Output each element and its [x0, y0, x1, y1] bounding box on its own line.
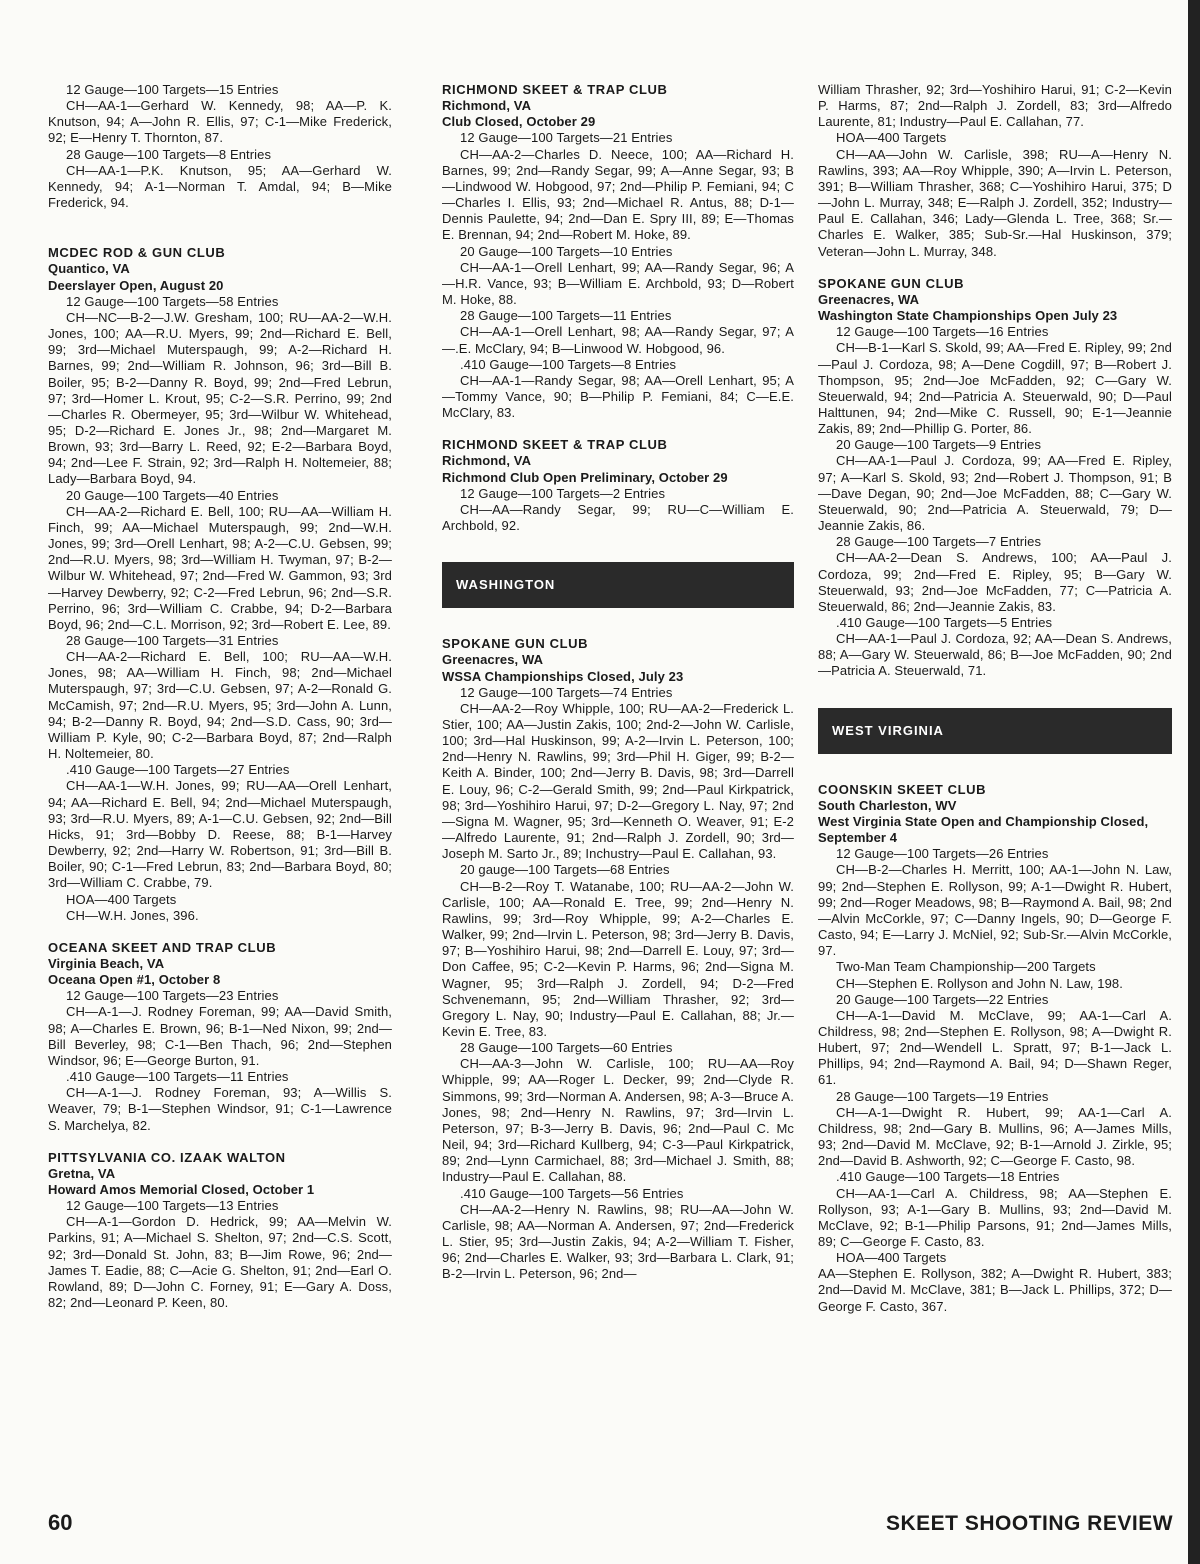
club-location: Richmond, VA — [442, 98, 532, 114]
club-name: OCEANA SKEET AND TRAP CLUB — [48, 939, 277, 955]
results-paragraph: CH—Stephen E. Rollyson and John N. Law, 198. — [836, 975, 1123, 991]
club-location: Greenacres, WA — [818, 291, 920, 307]
results-paragraph: CH—AA-2—Richard E. Bell, 100; RU—AA—W.H. Jones, 98; AA—William H. Finch, 98; 2nd—Michael Muterspaugh, 97; 3rd—C.U. Gebsen, 97; A-2—Ronald G. McCamish, 97; 2nd—R.U. Myers, 95; 3rd—John A. Lunn, 94; B-2—Danny R. Boyd, 94; 2nd—S.D. Cass, 90; 3rd—William P. Kyle, 90; C-2—Barbara Boyd, 87; 2nd—Ralph H. Noltemeier, 80. — [48, 649, 392, 762]
results-paragraph: CH—AA-1—W.H. Jones, 99; RU—AA—Orell Lenhart, 94; AA—Richard E. Bell, 94; 2nd—Michael Muterspaugh, 93; 3rd—R.U. Myers, 89; A-1—C.U. Gebsen, 92; 2nd—Bill Hicks, 91; 3rd—Bobby D. Reese, 88; B-1—Harvey Dewberry, 92; 2nd—Harry W. Robertson, 91; 3rd—Bill B. Boiler, 90; C-1—Fred Lebrun, 83; 2nd—Barbara Boyd, 80; 3rd—William C. Crabbe, 79. — [48, 778, 392, 891]
event-title: Richmond Club Open Preliminary, October 29 — [442, 469, 728, 485]
club-name: COONSKIN SKEET CLUB — [818, 781, 987, 797]
results-paragraph: CH—A-1—J. Rodney Foreman, 99; AA—David Smith, 98; A—Charles E. Brown, 96; B-1—Ned Nixon, 99; 2nd—Bill Beverley, 98; C-1—Ben Thach, 96; 2nd—Stephen Windsor, 96; E—George Burton, 91. — [48, 1004, 392, 1068]
spacer — [442, 421, 794, 437]
results-paragraph: CH—A-1—J. Rodney Foreman, 93; A—Willis S. Weaver, 79; B-1—Stephen Windsor, 91; C-1—Lawrence S. Marchelya, 82. — [48, 1085, 392, 1133]
club-name: PITTSYLVANIA CO. IZAAK WALTON — [48, 1149, 286, 1165]
club-location: Quantico, VA — [48, 261, 130, 277]
results-paragraph: AA—Stephen E. Rollyson, 382; A—Dwight R. Hubert, 383; 2nd—David M. McClave, 381; B—Jack L. Phillips, 372; D—George F. Casto, 367. — [818, 1266, 1172, 1314]
results-paragraph: 28 Gauge—100 Targets—11 Entries — [460, 308, 672, 324]
results-paragraph: HOA—400 Targets — [836, 130, 947, 146]
results-paragraph: CH—NC—B-2—J.W. Gresham, 100; RU—AA-2—W.H. Jones, 100; AA—R.U. Myers, 99; 2nd—Richard E. Bell, 99; 3rd—Michael Muterspaugh, 99; A-2—Richard H. Barnes, 99; 2nd—William R. Johnson, 96; 3rd—Bill B. Boiler, 95; B-2—Danny R. Boyd, 99; 2nd—Fred Lebrun, 97; 3rd—Homer L. Krout, 95; C-2—S.R. Perrino, 99; 2nd—Charles R. Obermeyer, 95; 3rd—Wilbur W. Whitehead, 95; D-2—Richard E. Jones Jr., 98; 2nd—Margaret M. Brown, 93; 3rd—Barry L. Reed, 92; E-2—Barbara Boyd, 94; 2nd—Lee F. Strain, 92; 3rd—Ralph H. Noltemeier, 88; Lady—Barbara Boyd, 94. — [48, 309, 392, 487]
event-title: Washington State Championships Open July 23 — [818, 308, 1118, 324]
spacer — [442, 608, 794, 636]
results-paragraph: William Thrasher, 92; 3rd—Yoshihiro Harui, 91; C-2—Kevin P. Harms, 87; 2nd—Ralph J. Zordell, 83; 3rd—Alfredo Laurente, 81; Industry—Paul E. Callahan, 77. — [818, 82, 1172, 130]
results-paragraph: CH—W.H. Jones, 396. — [66, 907, 199, 923]
results-paragraph: CH—AA-2—Richard E. Bell, 100; RU—AA—William H. Finch, 99; AA—Michael Muterspaugh, 99; 2nd—W.H. Jones, 99; 3rd—Orell Lenhart, 98; A-2—C.U. Gebsen, 99; 2nd—R.U. Myers, 98; 3rd—William H. Twyman, 97; B-2—Wilbur W. Whitehead, 97; 2nd—Fred W. Gammon, 93; 3rd—Harvey Dewberry, 92; C-2—Fred Lebrun, 96; 2nd—S.R. Perrino, 96; 3rd—William C. Crabbe, 94; D-2—Barbara Boyd, 96; 2nd—C.L. Morrison, 92; 3rd—Robert E. Lee, 89. — [48, 503, 392, 632]
spacer — [48, 1134, 392, 1150]
results-paragraph: CH—AA-1—Orell Lenhart, 98; AA—Randy Segar, 97; A—.E. McClary, 94; B—Linwood W. Hobgood, 96. — [442, 324, 794, 356]
results-paragraph: .410 Gauge—100 Targets—11 Entries — [66, 1069, 289, 1085]
column-2 — [442, 82, 794, 1282]
club-location: Virginia Beach, VA — [48, 955, 165, 971]
results-paragraph: 12 Gauge—100 Targets—23 Entries — [66, 988, 279, 1004]
club-location: South Charleston, WV — [818, 797, 957, 813]
results-paragraph: CH—AA-2—Roy Whipple, 100; RU—AA-2—Frederick L. Stier, 100; AA—Justin Zakis, 100; 2nd-2—John W. Carlisle, 100; 3rd—Hal Huskinson, 99; A-2—Irvin L. Peterson, 100; 2nd—Henry N. Rawlins, 99; 3rd—Phil H. Giger, 99; B-2—Keith A. Binder, 100; 2nd—Jerry B. Davis, 98; 3rd—Darrell E. Louy, 96; C-2—Gerald Smith, 99; 2nd—Paul Kirkpatrick, 98; 3rd—Yoshihiro Harui, 97; D-2—Gregory L. Nay, 97; 2nd—Signa M. Wagner, 95; 3rd—Kenneth O. Weaver, 91; E-2—Alfredo Laurente, 91; 2nd—Ralph J. Zordell, 90; 3rd—Joseph M. Sarto Jr., 89; Inchustry—Paul E. Callahan, 93. — [442, 700, 794, 862]
event-title: Club Closed, October 29 — [442, 114, 596, 130]
club-name: RICHMOND SKEET & TRAP CLUB — [442, 82, 668, 97]
results-paragraph: Two-Man Team Championship—200 Targets — [836, 959, 1096, 975]
results-paragraph: CH—AA-2—Dean S. Andrews, 100; AA—Paul J. Cordoza, 99; 2nd—Fred E. Ripley, 95; B—Gary W. Steuerwald, 93; 2nd—Joe McFadden, 77; C—Patricia A. Steuerwald, 86; 2nd—Jeannie Zakis, 83. — [818, 550, 1172, 614]
spacer — [442, 534, 794, 562]
results-paragraph: 12 Gauge—100 Targets—21 Entries — [460, 130, 673, 146]
results-paragraph: 20 Gauge—100 Targets—40 Entries — [66, 487, 279, 503]
event-title: Oceana Open #1, October 8 — [48, 972, 221, 988]
results-paragraph: .410 Gauge—100 Targets—27 Entries — [66, 762, 290, 778]
results-paragraph: 28 Gauge—100 Targets—60 Entries — [460, 1040, 673, 1056]
spacer — [48, 924, 392, 940]
results-paragraph: CH—AA-1—Gerhard W. Kennedy, 98; AA—P. K. Knutson, 94; A—John R. Ellis, 97; C-1—Mike Frederick, 92; E—Henry T. Thornton, 87. — [48, 98, 392, 146]
results-paragraph: .410 Gauge—100 Targets—5 Entries — [836, 615, 1053, 630]
results-paragraph: 12 Gauge—100 Targets—26 Entries — [836, 846, 1049, 862]
club-location: Richmond, VA — [442, 453, 532, 469]
column-3 — [818, 82, 1172, 1315]
results-paragraph: .410 Gauge—100 Targets—18 Entries — [836, 1169, 1060, 1185]
results-paragraph: HOA—400 Targets — [66, 891, 177, 907]
results-paragraph: CH—A-1—Dwight R. Hubert, 99; AA-1—Carl A. Childress, 98; 2nd—Gary B. Mullins, 96; A—James Mills, 93; 2nd—David M. McClave, 92; B-1—Arnold J. Zirkle, 95; 2nd—David B. Ashworth, 92; C—George F. Casto, 98. — [818, 1104, 1172, 1169]
results-paragraph: CH—AA-2—Charles D. Neece, 100; AA—Richard H. Barnes, 99; 2nd—Randy Segar, 99; A—Anne Segar, 93; B—Lindwood W. Hobgood, 97; 2nd—Philip P. Femiani, 94; C—Charles I. Ellis, 93; 2nd—Michael R. Antus, 88; D-1—Dennis Paulette, 94; 2nd—Dan E. Spry III, 89; E—Thomas E. Brennan, 94; 2nd—Robert M. Hoke, 89. — [442, 146, 794, 243]
results-paragraph: CH—B-2—Charles H. Merritt, 100; AA-1—John N. Law, 99; 2nd—Stephen E. Rollyson, 99; A-1—Dwight R. Hubert, 99; 2nd—Roger Meadows, 98; B—Raymond A. Bail, 98; 2nd—Alvin McCorkle, 97; C—Danny Ingels, 90; D—George F. Casto, 94; E—Larry J. McNiel, 92; Sub-Sr.—Alvin McCorkle, 97. — [818, 862, 1172, 959]
event-title: West Virginia State Open and Championship Closed, September 4 — [818, 813, 1149, 846]
results-paragraph: CH—AA—John W. Carlisle, 398; RU—A—Henry N. Rawlins, 393; AA—Roy Whipple, 390; A—Irvin L. Peterson, 391; B—William Thrasher, 368; C—Yoshihiro Harui, 375; D—John L. Murray, 348; E—Ralph J. Zordell, 352; Industry—Paul E. Callahan, 346; Lady—Glenda L. Tree, 368; Sr.—Charles E. Walker, 385; Sub-Sr.—Hal Huskinson, 379; Veteran—John L. Murray, 348. — [818, 146, 1172, 259]
page-number: 60 — [48, 1510, 73, 1535]
spacer — [818, 754, 1172, 782]
results-paragraph: 12 Gauge—100 Targets—13 Entries — [66, 1198, 279, 1214]
results-paragraph: CH—A-1—Gordon D. Hedrick, 99; AA—Melvin W. Parkins, 91; A—Michael S. Shelton, 97; 2nd—C.S. Scott, 92; 3rd—Donald St. John, 83; B—Jim Rowe, 96; 2nd—James T. Eadie, 88; C—Acie G. Shelton, 91; 2nd—Earl O. Rowland, 89; D—John C. Forney, 91; E—Gary A. Doss, 82; 2nd—Leonard P. Keen, 80. — [48, 1214, 392, 1311]
state-header: WASHINGTON — [442, 562, 794, 608]
results-paragraph: 12 Gauge—100 Targets—16 Entries — [836, 324, 1049, 340]
results-paragraph: CH—AA-1—P.K. Knutson, 95; AA—Gerhard W. Kennedy, 94; A-1—Norman T. Amdal, 94; B—Mike Frederick, 94. — [48, 162, 392, 211]
results-paragraph: 20 Gauge—100 Targets—9 Entries — [836, 437, 1042, 453]
event-title: Howard Amos Memorial Closed, October 1 — [48, 1182, 315, 1197]
results-paragraph: CH—AA-1—Carl A. Childress, 98; AA—Stephen E. Rollyson, 93; A-1—Gary B. Mullins, 93; 2nd—David M. McClave, 92; B-1—Philip Parsons, 91; 2nd—James Mills, 89; C—George F. Casto, 83. — [818, 1185, 1172, 1249]
results-paragraph: CH—AA-1—Orell Lenhart, 99; AA—Randy Segar, 96; A—H.R. Vance, 93; B—William E. Archbold, 93; D—Robert M. Hoke, 88. — [442, 259, 794, 308]
club-location: Gretna, VA — [48, 1165, 116, 1181]
results-paragraph: 12 Gauge—100 Targets—2 Entries — [460, 485, 666, 501]
results-paragraph: 12 Gauge—100 Targets—74 Entries — [460, 684, 673, 700]
results-paragraph: 20 Gauge—100 Targets—10 Entries — [460, 243, 673, 259]
results-paragraph: CH—AA-1—Randy Segar, 98; AA—Orell Lenhart, 95; A—Tommy Vance, 90; B—Philip P. Femiani, 84; C—E.E. McClary, 83. — [442, 372, 794, 421]
club-name: RICHMOND SKEET & TRAP CLUB — [442, 437, 668, 453]
results-paragraph: CH—AA-3—John W. Carlisle, 100; RU—AA—Roy Whipple, 99; AA—Roger L. Decker, 99; 2nd—Clyde R. Simmons, 99; 3rd—Norman A. Andersen, 98; A-3—Bruce A. Jones, 98; 2nd—Henry N. Rawlins, 97; 3rd—Irvin L. Peterson, 97; B-3—Jerry B. Davis, 96; 2nd—Paul C. Mc Neil, 94; 3rd—Richard Kullberg, 94; C-3—Paul Kirkpatrick, 89; 2nd—Lynn Carmichael, 88; 3rd—Michael J. Smith, 88; Industry—Paul E. Callahan, 88. — [442, 1056, 794, 1185]
club-name: MCDEC ROD & GUN CLUB — [48, 245, 226, 261]
state-header: WEST VIRGINIA — [818, 708, 1172, 754]
results-paragraph: HOA—400 Targets — [836, 1250, 947, 1266]
results-paragraph: CH—AA—Randy Segar, 99; RU—C—William E. Archbold, 92. — [442, 501, 794, 534]
results-paragraph: 20 Gauge—100 Targets—22 Entries — [836, 991, 1049, 1007]
club-name: SPOKANE GUN CLUB — [818, 275, 965, 291]
results-paragraph: 28 Gauge—100 Targets—31 Entries — [66, 633, 279, 648]
scan-edge — [1188, 0, 1200, 1564]
results-paragraph: CH—AA-1—Paul J. Cordoza, 99; AA—Fred E. Ripley, 97; A—Karl S. Skold, 93; 2nd—Robert J. Thompson, 91; B—Dave Degan, 90; 2nd—Joe McFadden, 88; C—Gary W. Steuerwald, 90; 2nd—Patricia A. Steuerwald, 79; D—Jeannie Zakis, 86. — [818, 453, 1172, 534]
spacer — [818, 260, 1172, 276]
results-paragraph: 28 Gauge—100 Targets—8 Entries — [66, 146, 272, 162]
results-paragraph: 28 Gauge—100 Targets—19 Entries — [836, 1088, 1049, 1104]
results-paragraph: CH—B-2—Roy T. Watanabe, 100; RU—AA-2—John W. Carlisle, 100; AA—Ronald E. Tree, 99; 2nd—Henry N. Rawlins, 99; 3rd—Roy Whipple, 99; A-2—Charles E. Walker, 99; 2nd—Irvin L. Peterson, 98; 3rd—Jerry B. Davis, 97; B—Yoshihiro Harui, 98; 2nd—Darrell E. Louy, 97; 3rd—Don Caffee, 95; C-2—Kevin P. Harms, 96; 2nd—Signa M. Wagner, 95; 3rd—Ralph J. Zordell, 94; D-2—Fred Schvenemann, 95; 2nd—William Thrasher, 92; 3rd—Gregory L. Nay, 90; Industry—Paul E. Callahan, 88; Jr.—Kevin E. Tree, 83. — [442, 878, 794, 1039]
results-paragraph: CH—AA-2—Henry N. Rawlins, 98; RU—AA—John W. Carlisle, 98; AA—Norman A. Andersen, 97; 2nd—Frederick L. Stier, 95; 3rd—Justin Zakis, 94; A-2—William T. Fisher, 96; 2nd—Charles E. Walker, 93; 3rd—Barbara L. Clark, 91; B-2—Irvin L. Peterson, 96; 2nd— — [442, 1201, 794, 1282]
club-name: SPOKANE GUN CLUB — [442, 636, 589, 652]
results-paragraph: 12 Gauge—100 Targets—58 Entries — [66, 293, 279, 309]
event-title: Deerslayer Open, August 20 — [48, 277, 224, 293]
results-paragraph: .410 Gauge—100 Targets—56 Entries — [460, 1185, 684, 1201]
results-paragraph: CH—A-1—David M. McClave, 99; AA-1—Carl A. Childress, 98; 2nd—Stephen E. Rollyson, 98; A—Dwight R. Hubert, 97; 2nd—Wendell L. Spratt, 97; B-1—Jack L. Phillips, 94; 2nd—Raymond A. Bail, 94; D—Shawn Reger, 61. — [818, 1007, 1172, 1088]
spacer — [818, 680, 1172, 708]
results-paragraph: CH—AA-1—Paul J. Cordoza, 92; AA—Dean S. Andrews, 88; A—Gary W. Steuerwald, 86; B—Joe McFadden, 90; 2nd—Patricia A. Steuerwald, 71. — [818, 631, 1172, 679]
results-paragraph: 28 Gauge—100 Targets—7 Entries — [836, 534, 1042, 550]
results-paragraph: 12 Gauge—100 Targets—15 Entries — [66, 82, 279, 97]
results-paragraph: .410 Gauge—100 Targets—8 Entries — [460, 356, 677, 372]
magazine-title: SKEET SHOOTING REVIEW — [886, 1512, 1174, 1535]
club-location: Greenacres, WA — [442, 652, 544, 668]
results-paragraph: CH—B-1—Karl S. Skold, 99; AA—Fred E. Ripley, 99; 2nd—Paul J. Cordoza, 98; A—Dene Cogdill, 97; B—Robert J. Thompson, 95; 2nd—Joe McFadden, 92; C—Gary W. Steuerwald, 94; 2nd—Patricia A. Steuerwald, 90; D—Paul Halttunen, 94; 2nd—Mike C. Russell, 90; E-1—Jeannie Zakis, 89; 2nd—Phillip G. Porter, 86. — [818, 340, 1172, 437]
column-1 — [48, 82, 392, 1311]
spacer — [48, 211, 392, 245]
results-paragraph: 20 gauge—100 Targets—68 Entries — [460, 862, 670, 878]
event-title: WSSA Championships Closed, July 23 — [442, 668, 684, 684]
